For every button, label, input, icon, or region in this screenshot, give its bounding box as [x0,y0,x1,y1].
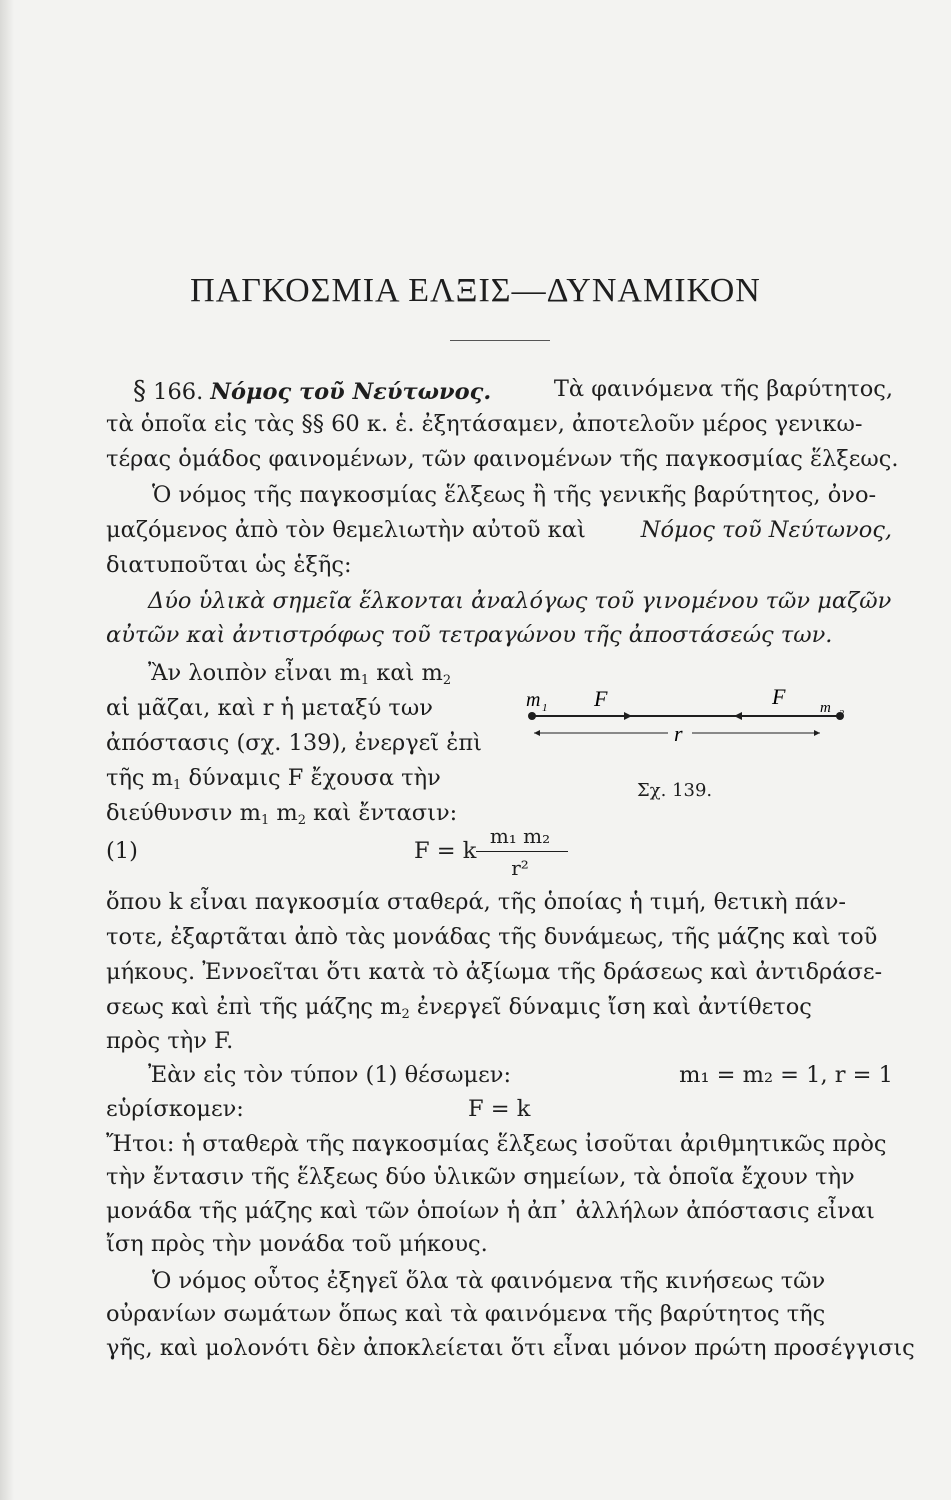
equation-fraction-bar [476,851,568,852]
figure-m1-sub: 1 [542,702,548,714]
para5-line-3: γῆς, καὶ μολονότι δὲν ἀποκλείεται ὅτι εἶναι μόνον πρώτη προσέγγισις [106,1335,915,1361]
para3-line-1 [148,1064,893,1087]
figure-139 [520,684,860,754]
para3-line-2b: F = k [468,1096,531,1122]
figure-F-left: F [594,686,608,711]
section-number: 166. [153,379,204,405]
law-name: Νόμος τοῦ Νεύτωνος, [640,517,892,543]
left-col-1-sub2: 2 [442,673,452,688]
para2-line-1: ὅπου k εἶναι παγκοσμία σταθερά, τῆς ὁποίας ἡ τιμή, θετικὴ πάν- [106,889,847,915]
equation-numerator: m₁ m₂ [489,824,551,848]
left-col-5a: διεύθυνσιν m [106,800,261,826]
figure-m1-label: m [526,689,541,711]
section-line-6: διατυποῦται ὡς ἑξῆς: [106,552,352,578]
figure-caption: Σχ. 139. [637,780,713,801]
section-heading: Νόμος τοῦ Νεύτωνος. [210,379,492,405]
para2-line-4 [106,996,812,1021]
left-col-5c: καὶ ἔντασιν: [306,800,458,826]
section-mark: § [133,376,146,406]
equation-lhs: F = k [414,838,477,864]
section-line-5a: μαζόμενος ἀπὸ τὸν θεμελιωτὴν αὐτοῦ καὶ [106,517,586,543]
para3-1a: Ἐὰν εἰς τὸν τύπον (1) θέσωμεν: [148,1062,512,1088]
para3-line-2a: εὑρίσκομεν: [106,1096,244,1122]
para2-4a: σεως καὶ ἐπὶ τῆς μάζης m [106,994,402,1020]
para4-line-4: ἴση πρὸς τὴν μονάδα τοῦ μήκους. [106,1231,488,1257]
chapter-title: ΠΑΓΚΟΣΜΙΑ ΕΛΞΙΣ—ΔΥΝΑΜΙΚΟΝ [190,272,761,309]
left-col-line-3: ἀπόστασις (σχ. 139), ἐνεργεῖ ἐπὶ [106,730,482,756]
equation-number: (1) [106,838,138,864]
law-line-1: Δύο ὑλικὰ σημεῖα ἕλκονται ἀναλόγως τοῦ γινομένου τῶν μαζῶν [148,588,892,614]
left-col-1-sub: 1 [360,673,370,688]
figure-force-arrow-right [624,712,632,720]
figure-mass-1-dot [528,712,536,720]
figure-distance-arrow-left [534,730,540,736]
para4-line-3: μονάδα τῆς μάζης καὶ τῶν ὁποίων ἡ ἀπ᾽ ἀλλήλων ἀπόστασις εἶναι [106,1198,875,1224]
section-line-5 [106,519,892,542]
left-col-5-sub: 1 [260,813,270,828]
section-line-1 [133,378,893,404]
left-col-4a: τῆς m [106,765,174,791]
figure-r-label: r [674,721,683,746]
section-line-4: Ὁ νόμος τῆς παγκοσμίας ἕλξεως ἢ τῆς γενικῆς βαρύτητος, ὀνο- [152,482,877,508]
para5-line-1: Ὁ νόμος οὗτος ἐξηγεῖ ὅλα τὰ φαινόμενα τῆς κινήσεως τῶν [152,1268,826,1294]
left-col-line-5 [106,802,457,827]
left-col-4-sub: 1 [173,778,182,793]
figure-force-arrow-left [734,712,742,720]
left-col-1b: καὶ m [369,660,443,686]
left-col-5b: m [269,800,298,826]
title-rule [450,340,550,341]
left-col-1a: Ἂν λοιπὸν εἶναι m [148,660,361,686]
figure-distance-arrow-right [814,730,820,736]
left-col-line-2: αἱ μᾶζαι, καὶ r ἡ μεταξύ των [106,695,433,721]
figure-mass-2-dot [836,712,844,720]
page-edge-shadow [0,0,14,1500]
para4-line-1: Ἤτοι: ἡ σταθερὰ τῆς παγκοσμίας ἕλξεως ἰσοῦται ἀριθμητικῶς πρὸς [106,1131,887,1157]
law-line-2: αὐτῶν καὶ ἀντιστρόφως τοῦ τετραγώνου τῆς ἀποστάσεώς των. [106,622,833,648]
para2-4-sub: 2 [401,1007,410,1022]
para3-1b: m₁ = m₂ = 1, r = 1 [679,1062,893,1088]
section-line-1-rest: Τὰ φαινόμενα τῆς βαρύτητος, [553,376,893,402]
para4-line-2: τὴν ἔντασιν τῆς ἕλξεως δύο ὑλικῶν σημείων, τὰ ὁποῖα ἔχουν τὴν [106,1164,855,1190]
left-col-line-1 [148,662,451,687]
left-col-line-4 [106,767,441,792]
para2-4b: ἐνεργεῖ δύναμις ἴση καὶ ἀντίθετος [409,994,812,1020]
left-col-5-sub2: 2 [297,813,307,828]
para5-line-2: οὐρανίων σωμάτων ὅπως καὶ τὰ φαινόμενα τῆς βαρύτητος τῆς [106,1301,826,1327]
figure-F-right: F [772,684,786,709]
section-line-2: τὰ ὁποῖα εἰς τὰς §§ 60 κ. ἑ. ἐξητάσαμεν, ἀποτελοῦν μέρος γενικω- [106,411,863,437]
left-col-4b: δύναμις F ἔχουσα τὴν [181,765,441,791]
para2-line-5: πρὸς τὴν F. [106,1028,234,1054]
equation-denominator: r² [511,856,529,880]
para2-line-2: τοτε, ἐξαρτᾶται ἀπὸ τὰς μονάδας τῆς δυνάμεως, τῆς μάζης καὶ τοῦ [106,924,878,950]
section-line-3: τέρας ὁμάδος φαινομένων, τῶν φαινομένων τῆς παγκοσμίας ἕλξεως. [106,446,899,472]
figure-m2-label: m [820,700,831,716]
para2-line-3: μήκους. Ἐννοεῖται ὅτι κατὰ τὸ ἀξίωμα τῆς δράσεως καὶ ἀντιδράσε- [106,959,883,985]
